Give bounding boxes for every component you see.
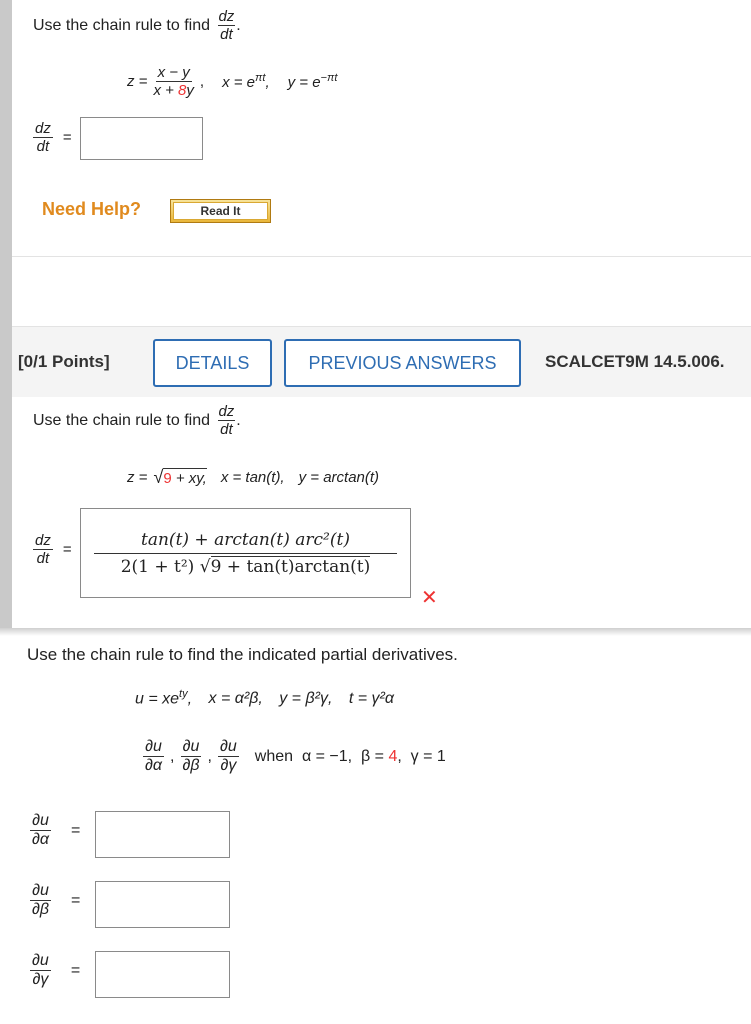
q2-answer-input[interactable]: tan(t) + arctan(t) arc²(t) 2(1 + t²) √9 + tan(t)arctan(t) [80, 508, 411, 598]
read-it-button[interactable]: Read It [170, 199, 271, 223]
q3-answer-label: $\frac{\partial u}{\partial\alpha}$ = [32, 812, 81, 849]
section-divider [0, 628, 751, 636]
q2-instruction: Use the chain rule to find $\frac{dz}{dt}$ . [33, 403, 241, 439]
q3-answer-label: $\frac{\partial u}{\partial\gamma}$ = [32, 952, 81, 989]
q1-instruction: Use the chain rule to find $\frac{dz}{dt}$ . [33, 8, 241, 44]
wrong-answer-icon: ✕ [421, 587, 438, 609]
q2-equation: z = √ 9 + xy, x = tan(t), y = arctan(t) [127, 467, 380, 487]
q1-target-fraction: $\frac{dz}{dt}$ [218, 8, 235, 44]
q1-equation: z = $\frac{x - y}{x + 8y}$ , $x = e^{\pi t}$, $y = e^{-\pi t}$ [127, 64, 338, 100]
q3-instruction: Use the chain rule to find the indicated partial derivatives. [27, 645, 458, 664]
q1-answer-label: $\frac{dz}{dt}$ = [35, 120, 72, 156]
q3-answer-label: $\frac{\partial u}{\partial\beta}$ = [32, 882, 81, 919]
q3-equation: $u = xe^{ty}$, x = α²β, y = β²γ, t = γ²α [135, 688, 394, 708]
q2-code: SCALCET9M 14.5.006. [545, 352, 725, 371]
left-gutter [0, 0, 12, 630]
q1-z-fraction: $\frac{x - y}{x + 8y}$ [153, 64, 194, 100]
q3-answer-alpha-input[interactable] [95, 811, 230, 858]
q3-answer-gamma-input[interactable] [95, 951, 230, 998]
divider [12, 256, 751, 257]
q2-answer-label: $\frac{dz}{dt}$ = [35, 532, 72, 568]
q3-partials-list: $\frac{\partial u}{\partial\alpha}$ , $\frac{\partial u}{\partial\beta}$ , $\frac{\partial u}{\partial\gamma}$ when α = −1, β = 4, γ = 1 [145, 738, 446, 775]
need-help-label: Need Help? [42, 199, 142, 219]
previous-answers-button[interactable]: PREVIOUS ANSWERS [284, 339, 521, 387]
q3-answer-beta-input[interactable] [95, 881, 230, 928]
q1-answer-input[interactable] [80, 117, 203, 160]
details-button[interactable]: DETAILS [153, 339, 272, 387]
q2-points: [0/1 Points] [18, 352, 110, 371]
